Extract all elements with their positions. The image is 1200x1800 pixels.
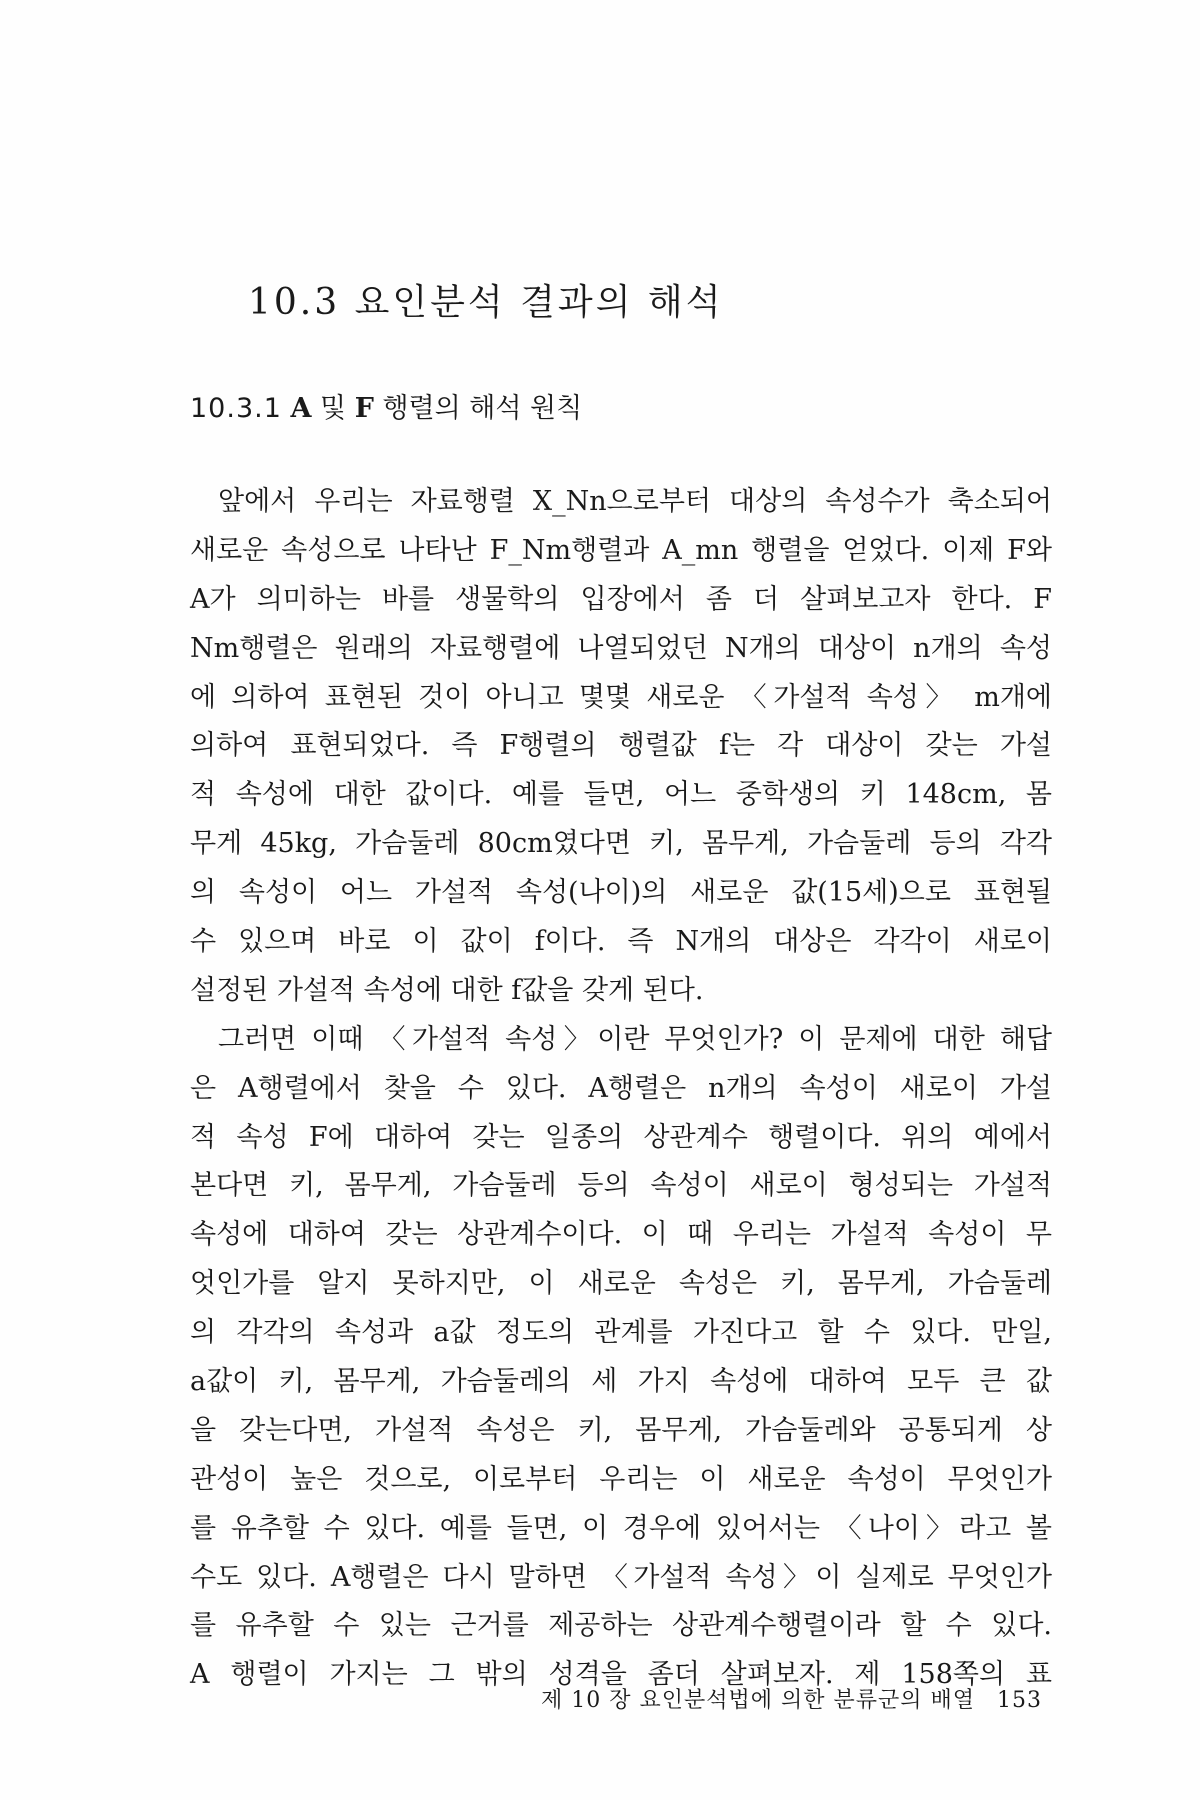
paragraph-1 [190, 478, 1052, 1016]
text-line: a값이 키, 몸무게, 가슴둘레의 세 가지 속성에 대하여 모두 큰 값 [190, 1366, 1052, 1398]
text-line: 속성에 대하여 갖는 상관계수이다. 이 때 우리는 가설적 속성이 무 [190, 1219, 1052, 1251]
text-line: 적 속성 F에 대하여 갖는 일종의 상관계수 행렬이다. 위의 예에서 [190, 1121, 1052, 1153]
text-line: 무게 45kg, 가슴둘레 80cm였다면 키, 몸무게, 가슴둘레 등의 각각 [190, 828, 1052, 860]
text-line: 의하여 표현되었다. 즉 F행렬의 행렬값 f는 각 대상이 갖는 가설 [190, 730, 1052, 762]
text-line: A가 의미하는 바를 생물학의 입장에서 좀 더 살펴보고자 한다. F [190, 583, 1052, 615]
text-line: 본다면 키, 몸무게, 가슴둘레 등의 속성이 새로이 형성되는 가설적 [190, 1170, 1052, 1202]
subsection-title-f: F [354, 393, 374, 424]
text-line: 새로운 속성으로 나타난 F_Nm행렬과 A_mn 행렬을 얻었다. 이제 F와 [190, 534, 1052, 566]
subsection-title [190, 386, 582, 425]
running-head: 제 10 장 요인분석법에 의한 분류군의 배열 [541, 1688, 975, 1713]
text-line: 의 각각의 속성과 a값 정도의 관계를 가진다고 할 수 있다. 만일, [190, 1317, 1052, 1349]
subsection-title-rest: 행렬의 해석 원칙 [373, 393, 583, 424]
text-line: 을 갖는다면, 가설적 속성은 키, 몸무게, 가슴둘레와 공통되게 상 [190, 1414, 1052, 1446]
text-line: Nm행렬은 원래의 자료행렬에 나열되었던 N개의 대상이 n개의 속성 [190, 632, 1052, 664]
subsection-title-a: A [290, 393, 312, 424]
text-line: 설정된 가설적 속성에 대한 f값을 갖게 된다. [190, 974, 704, 1006]
paragraph-2 [190, 1016, 1052, 1700]
text-line: 적 속성에 대한 값이다. 예를 들면, 어느 중학생의 키 148cm, 몸 [190, 779, 1052, 811]
text-line: 에 의하여 표현된 것이 아니고 몇몇 새로운 〈가설적 속성〉 m개에 [190, 681, 1052, 713]
text-line: 를 유추할 수 있다. 예를 들면, 이 경우에 있어서는 〈나이〉라고 볼 [190, 1512, 1052, 1544]
subsection-title-mid: 및 [311, 393, 355, 424]
text-line: 의 속성이 어느 가설적 속성(나이)의 새로운 값(15세)으로 표현될 [190, 877, 1052, 909]
text-line: 수도 있다. A행렬은 다시 말하면 〈가설적 속성〉이 실제로 무엇인가 [190, 1561, 1052, 1593]
text-line: 그러면 이때 〈가설적 속성〉이란 무엇인가? 이 문제에 대한 해답 [218, 1023, 1052, 1055]
text-line: 엇인가를 알지 못하지만, 이 새로운 속성은 키, 몸무게, 가슴둘레 [190, 1268, 1052, 1300]
text-line: 를 유추할 수 있는 근거를 제공하는 상관계수행렬이라 할 수 있다. [190, 1610, 1052, 1642]
section-title: 10.3 요인분석 결과의 해석 [248, 282, 724, 324]
body-text [190, 478, 1052, 1700]
page-footer [541, 1683, 1042, 1714]
text-line: 앞에서 우리는 자료행렬 X_Nn으로부터 대상의 속성수가 축소되어 [218, 486, 1052, 517]
text-line: 은 A행렬에서 찾을 수 있다. A행렬은 n개의 속성이 새로이 가설 [190, 1072, 1052, 1104]
text-line: 수 있으며 바로 이 값이 f이다. 즉 N개의 대상은 각각이 새로이 [190, 926, 1052, 958]
page-number: 153 [997, 1688, 1042, 1713]
subsection-number: 10.3.1 [190, 393, 282, 424]
text-line: A 행렬이 가지는 그 밖의 성격을 좀더 살펴보자. 제 158쪽의 표 [190, 1659, 1052, 1691]
text-line: 관성이 높은 것으로, 이로부터 우리는 이 새로운 속성이 무엇인가 [190, 1463, 1052, 1495]
